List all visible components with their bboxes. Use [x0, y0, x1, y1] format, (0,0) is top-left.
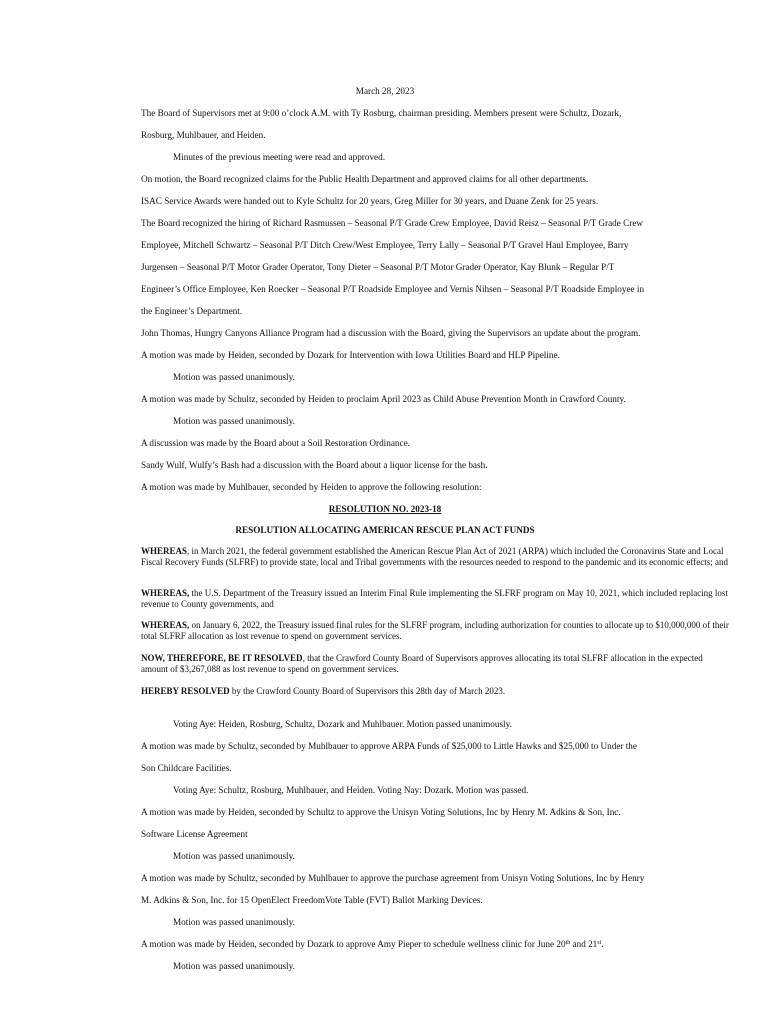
paragraph-opening-line2: Rosburg, Muhlbauer, and Heiden. [141, 130, 266, 140]
paragraph-isac-awards: ISAC Service Awards were handed out to Kyle Schultz for 20 years, Greg Miller for 30 years, and Duane Zenk for 25 years. [141, 196, 599, 206]
paragraph-motion-arpa-line1: A motion was made by Schultz, seconded by Muhlbauer to approve ARPA Funds of $25,000 to Little Hawks and $25,000 to Under the [141, 741, 637, 751]
resolution-number: RESOLUTION NO. 2023-18 [328, 504, 442, 514]
paragraph-motion-resolution: A motion was made by Muhlbauer, seconded by Heiden to approve the following resolution: [141, 482, 482, 492]
paragraph-motion-purchase-line1: A motion was made by Schultz, seconded by Muhlbauer to approve the purchase agreement from Unisyn Voting Solutions, Inc by Henry [141, 873, 645, 883]
paragraph-motion-child-abuse: A motion was made by Schultz, seconded by Heiden to proclaim April 2023 as Child Abuse Prevention Month in Crawford County. [141, 394, 626, 404]
motion-result: Motion was passed unanimously. [173, 416, 295, 426]
paragraph-hiring-line2: Employee, Mitchell Schwartz – Seasonal P/T Ditch Crew/West Employee, Terry Lally – Seasonal P/T Gravel Haul Employee, Barry [141, 240, 629, 250]
paragraph-minutes: Minutes of the previous meeting were read and approved. [173, 152, 386, 162]
resolution-whereas-3: WHEREAS, on January 6, 2022, the Treasury issued final rules for the SLFRF program, including authorization for counties to allocate up to $10,000,000 of their total SLFRF allocation as lost revenue to spend on government services. [141, 620, 729, 641]
paragraph-liquor-license: Sandy Wulf, Wulfy’s Bash had a discussion with the Board about a liquor license for the bash. [141, 460, 488, 470]
resolution-whereas-1: WHEREAS, in March 2021, the federal government established the American Rescue Plan Act of 2021 (ARPA) which included the Coronavirus State and Local Fiscal Recovery Funds (SLFRF) to provide state, local and Tribal governments with the resources needed to respond to the pandemic and its economic effects; and [141, 546, 728, 567]
paragraph-hiring-line4: Engineer’s Office Employee, Ken Roecker – Seasonal P/T Roadside Employee and Vernis Nihsen – Seasonal P/T Roadside Employee in [141, 284, 645, 294]
paragraph-motion-wellness: A motion was made by Heiden, seconded by Dozark to approve Amy Pieper to schedule wellness clinic for June 20th and 21st. [141, 939, 604, 949]
resolution-now-therefore: NOW, THEREFORE, BE IT RESOLVED, that the Crawford County Board of Supervisors approves allocating its total SLFRF allocation in the expected amount of $3,267,088 as lost revenue to spend on government services. [141, 653, 703, 674]
paragraph-claims: On motion, the Board recognized claims for the Public Health Department and approved claims for all other departments. [141, 174, 589, 184]
resolution-whereas-2: WHEREAS, the U.S. Department of the Treasury issued an Interim Final Rule implementing the SLFRF program on May 10, 2021, which included replacing lost revenue to County governments, and [141, 588, 728, 609]
paragraph-motion-license-line1: A motion was made by Heiden, seconded by Schultz to approve the Unisyn Voting Solutions, Inc by Henry M. Adkins & Son, Inc. [141, 807, 621, 817]
paragraph-hiring-line3: Jurgensen – Seasonal P/T Motor Grader Operator, Tony Dieter – Seasonal P/T Motor Grader Operator, Kay Blunk – Regular P/T [141, 262, 615, 272]
paragraph-motion-license-line2: Software License Agreement [141, 829, 248, 839]
meeting-date: March 28, 2023 [355, 86, 415, 96]
motion-result: Motion was passed unanimously. [173, 961, 295, 971]
vote-arpa: Voting Aye: Schultz, Rosburg, Muhlbauer, and Heiden. Voting Nay: Dozark. Motion was passed. [173, 785, 529, 795]
paragraph-hiring-line5: the Engineer’s Department. [141, 306, 243, 316]
paragraph-soil-ordinance: A discussion was made by the Board about a Soil Restoration Ordinance. [141, 438, 410, 448]
resolution-title: RESOLUTION ALLOCATING AMERICAN RESCUE PLAN ACT FUNDS [235, 525, 535, 535]
paragraph-motion-purchase-line2: M. Adkins & Son, Inc. for 15 OpenElect FreedomVote Table (FVT) Ballot Marking Devices. [141, 895, 483, 905]
vote-resolution: Voting Aye: Heiden, Rosburg, Schultz, Dozark and Muhlbauer. Motion passed unanimously. [173, 719, 512, 729]
motion-result: Motion was passed unanimously. [173, 372, 295, 382]
paragraph-hungry-canyons: John Thomas, Hungry Canyons Alliance Program had a discussion with the Board, giving the Supervisors an update about the program. [141, 328, 641, 338]
motion-result: Motion was passed unanimously. [173, 917, 295, 927]
resolution-hereby: HEREBY RESOLVED by the Crawford County Board of Supervisors this 28th day of March 2023. [141, 686, 506, 696]
paragraph-motion-intervention: A motion was made by Heiden, seconded by Dozark for Intervention with Iowa Utilities Board and HLP Pipeline. [141, 350, 560, 360]
paragraph-opening-line1: The Board of Supervisors met at 9:00 o’clock A.M. with Ty Rosburg, chairman presiding. Members present were Schultz, Dozark, [141, 108, 622, 118]
paragraph-hiring-line1: The Board recognized the hiring of Richard Rasmussen – Seasonal P/T Grade Crew Employee, David Reisz – Seasonal P/T Grade Crew [141, 218, 644, 228]
paragraph-motion-arpa-line2: Son Childcare Facilities. [141, 763, 232, 773]
motion-result: Motion was passed unanimously. [173, 851, 295, 861]
